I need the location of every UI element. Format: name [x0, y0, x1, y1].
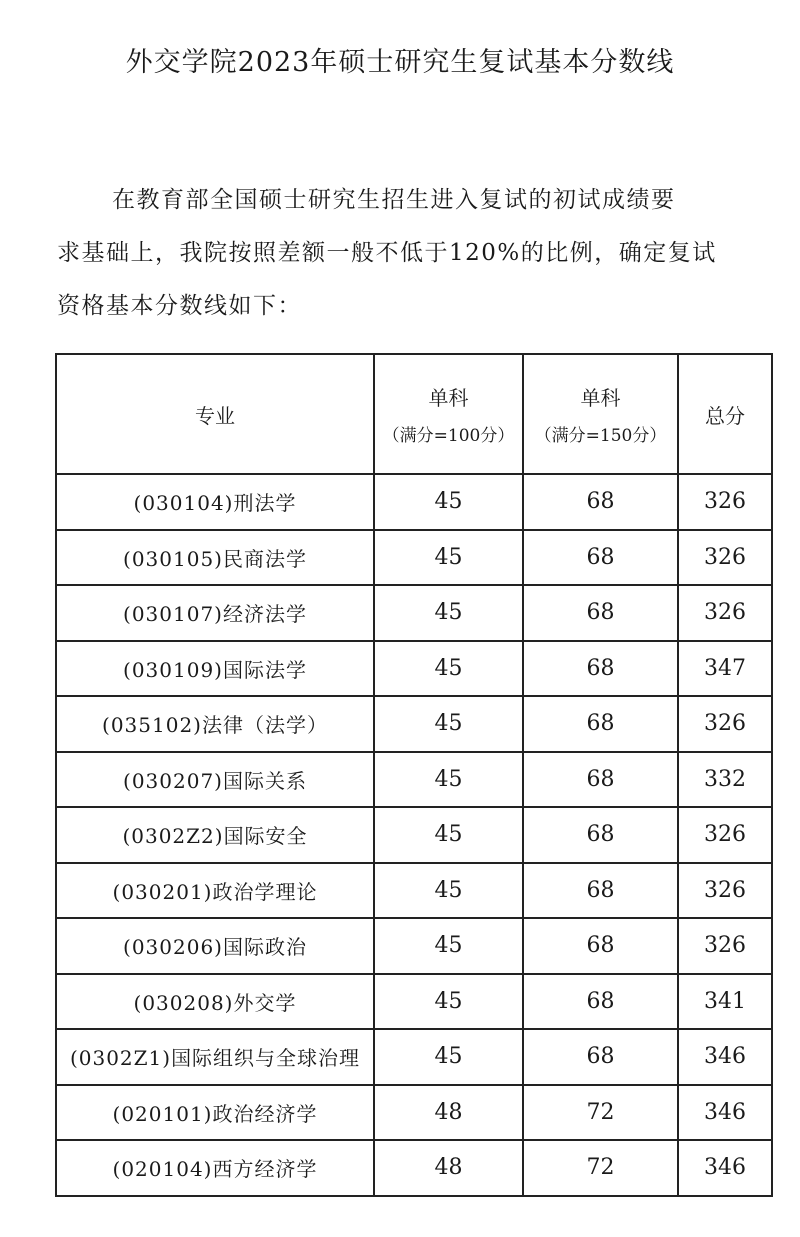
major-cell: (030207)国际关系: [56, 752, 374, 808]
single-150-cell: 68: [523, 530, 678, 586]
major-cell: (0302Z2)国际安全: [56, 807, 374, 863]
single-150-cell: 68: [523, 974, 678, 1030]
single-100-cell: 48: [374, 1085, 523, 1141]
total-cell: 326: [678, 696, 772, 752]
total-cell: 326: [678, 530, 772, 586]
single-150-cell: 68: [523, 752, 678, 808]
header-major: 专业: [56, 354, 374, 474]
major-cell: (020101)政治经济学: [56, 1085, 374, 1141]
single-150-cell: 72: [523, 1140, 678, 1196]
table-row: [56, 1085, 772, 1141]
single-150-cell: 72: [523, 1085, 678, 1141]
total-cell: 332: [678, 752, 772, 808]
major-cell: (035102)法律（法学）: [56, 696, 374, 752]
single-100-cell: 48: [374, 1140, 523, 1196]
single-150-cell: 68: [523, 585, 678, 641]
single-100-cell: 45: [374, 474, 523, 530]
major-cell: (020104)西方经济学: [56, 1140, 374, 1196]
page-title: 外交学院2023年硕士研究生复试基本分数线: [125, 47, 675, 79]
table-row: [56, 863, 772, 919]
major-cell: (030104)刑法学: [56, 474, 374, 530]
major-cell: (030201)政治学理论: [56, 863, 374, 919]
header-single-150: [523, 354, 678, 474]
total-cell: 346: [678, 1085, 772, 1141]
header-label: 单科: [428, 386, 469, 410]
single-100-cell: 45: [374, 752, 523, 808]
table-row: [56, 1140, 772, 1196]
intro-line: 求基础上，我院按照差额一般不低于120%的比例，确定复试: [57, 240, 717, 266]
major-cell: (030109)国际法学: [56, 641, 374, 697]
table-row: [56, 974, 772, 1030]
single-100-cell: 45: [374, 807, 523, 863]
header-label: 单科: [580, 386, 621, 410]
major-cell: (030208)外交学: [56, 974, 374, 1030]
table-row: [56, 474, 772, 530]
intro-line: 资格基本分数线如下：: [57, 293, 302, 319]
table-row: [56, 807, 772, 863]
header-total: 总分: [678, 354, 772, 474]
major-cell: (0302Z1)国际组织与全球治理: [56, 1029, 374, 1085]
single-150-cell: 68: [523, 807, 678, 863]
total-cell: 346: [678, 1029, 772, 1085]
table-row: [56, 1029, 772, 1085]
total-cell: 326: [678, 807, 772, 863]
table-row: [56, 641, 772, 697]
table-row: [56, 918, 772, 974]
single-150-cell: 68: [523, 918, 678, 974]
total-cell: 326: [678, 474, 772, 530]
single-150-cell: 68: [523, 1029, 678, 1085]
single-100-cell: 45: [374, 696, 523, 752]
single-100-cell: 45: [374, 641, 523, 697]
major-cell: (030206)国际政治: [56, 918, 374, 974]
total-cell: 326: [678, 585, 772, 641]
header-single-100: [374, 354, 523, 474]
table-row: [56, 696, 772, 752]
total-cell: 326: [678, 918, 772, 974]
single-100-cell: 45: [374, 585, 523, 641]
score-table: [55, 353, 773, 1197]
major-cell: (030105)民商法学: [56, 530, 374, 586]
single-150-cell: 68: [523, 474, 678, 530]
single-100-cell: 45: [374, 974, 523, 1030]
total-cell: 347: [678, 641, 772, 697]
single-100-cell: 45: [374, 530, 523, 586]
total-cell: 326: [678, 863, 772, 919]
table-row: [56, 752, 772, 808]
single-150-cell: 68: [523, 863, 678, 919]
single-150-cell: 68: [523, 641, 678, 697]
single-100-cell: 45: [374, 918, 523, 974]
single-100-cell: 45: [374, 863, 523, 919]
major-cell: (030107)经济法学: [56, 585, 374, 641]
total-cell: 341: [678, 974, 772, 1030]
single-100-cell: 45: [374, 1029, 523, 1085]
total-cell: 346: [678, 1140, 772, 1196]
table-header-row: [56, 354, 772, 474]
intro-line: 在教育部全国硕士研究生招生进入复试的初试成绩要: [112, 187, 676, 213]
header-sub: （满分=100分）: [382, 426, 515, 446]
table-row: [56, 585, 772, 641]
header-sub: （满分=150分）: [534, 426, 667, 446]
intro-paragraph: [57, 174, 777, 333]
single-150-cell: 68: [523, 696, 678, 752]
table-row: [56, 530, 772, 586]
